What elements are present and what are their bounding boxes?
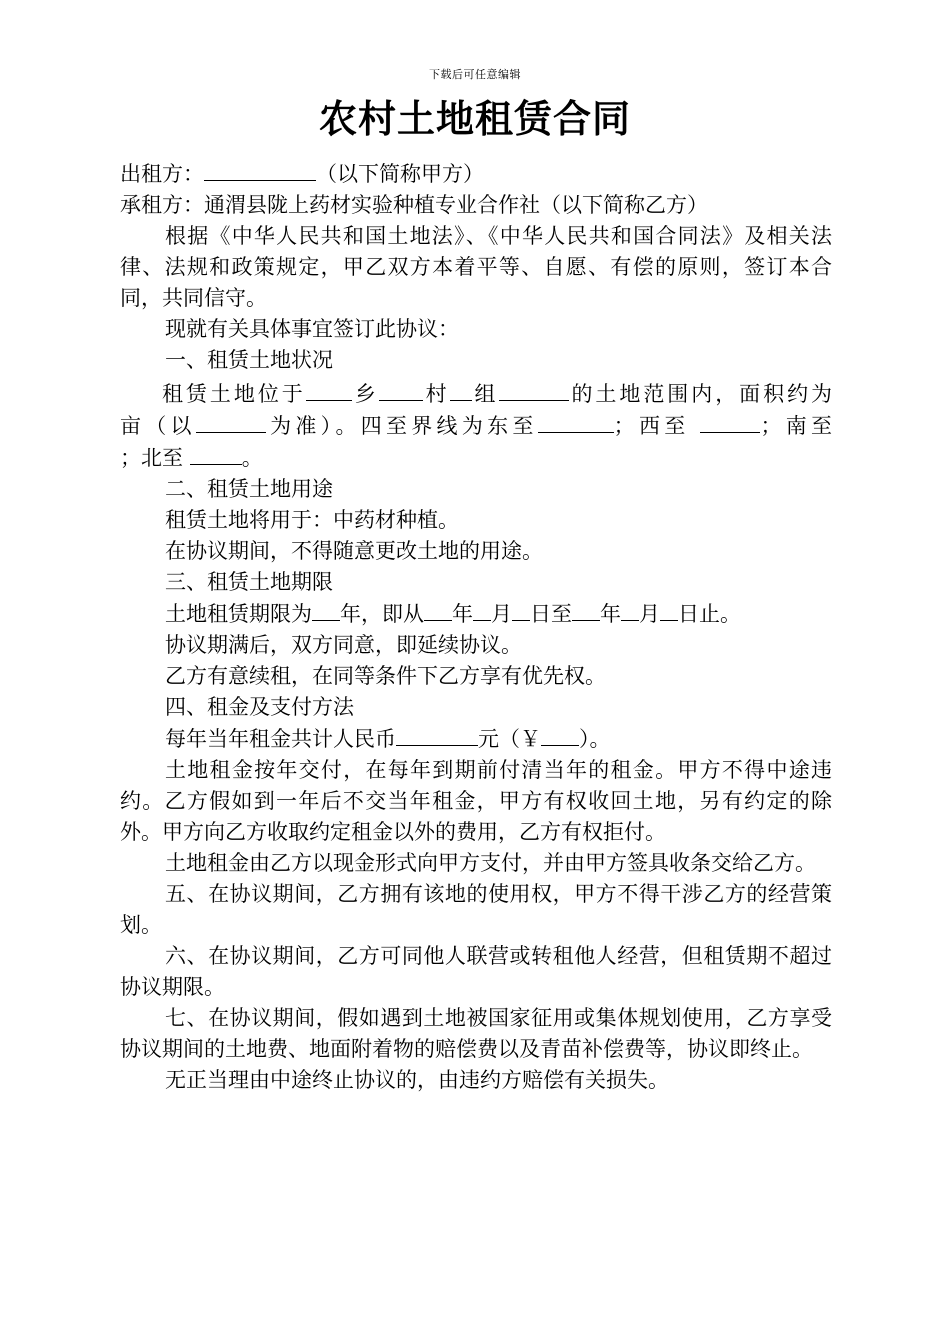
section-4-payment-method: 土地租金由乙方以现金形式向甲方支付，并由甲方签具收条交给乙方。 <box>165 851 816 875</box>
text: 年，即从 <box>340 602 424 626</box>
intro-line: 现就有关具体事宜签订此协议： <box>165 317 459 341</box>
lessor-suffix: （以下简称甲方） <box>316 162 484 186</box>
lessor-line <box>120 158 832 190</box>
range-blank <box>499 378 569 401</box>
text: 年 <box>600 602 621 626</box>
section-1-location <box>120 378 832 410</box>
text: 为准）。四至界线为东至 <box>265 414 538 438</box>
section-3-renewal: 协议期满后，双方同意，即延续协议。 <box>165 633 522 657</box>
village-blank <box>379 378 423 401</box>
text: 月 <box>491 602 512 626</box>
end-year-blank <box>572 598 600 621</box>
document-body <box>120 158 832 1096</box>
end-month-blank <box>621 598 639 621</box>
section-2-usage: 租赁土地将用于：中药材种植。 <box>165 508 459 532</box>
township-blank <box>306 378 352 401</box>
lessee-line: 承租方：通渭县陇上药材实验种植专业合作社（以下简称乙方） <box>120 193 708 217</box>
start-year-blank <box>424 598 452 621</box>
section-3-heading: 三、租赁土地期限 <box>165 570 333 594</box>
section-7: 七、在协议期间，假如遇到土地被国家征用或集体规划使用，乙方享受协议期间的土地费、地面附着物的赔偿费以及青苗补偿费等，协议即终止。 <box>120 1006 832 1061</box>
text: 元（￥ <box>478 727 541 751</box>
preamble: 根据《中华人民共和国土地法》、《中华人民共和国合同法》及相关法律、法规和政策规定，甲乙双方本着平等、自愿、有偿的原则，签订本合同，共同信守。 <box>120 224 832 310</box>
rent-figure-blank <box>541 723 579 746</box>
start-day-blank <box>512 598 530 621</box>
text: 月 <box>639 602 660 626</box>
east-blank <box>538 410 614 433</box>
section-4-amount <box>120 723 832 755</box>
lessor-blank <box>204 158 316 181</box>
lessor-label: 出租方： <box>120 162 204 186</box>
west-blank <box>700 410 760 433</box>
section-1-north <box>120 442 832 474</box>
section-1-heading: 一、租赁土地状况 <box>165 348 333 372</box>
basis-blank <box>196 410 266 433</box>
text: ；北至 <box>120 446 183 470</box>
term-years-blank <box>312 598 340 621</box>
section-2-restriction: 在协议期间，不得随意更改土地的用途。 <box>165 539 543 563</box>
start-month-blank <box>473 598 491 621</box>
text: 日止。 <box>678 602 741 626</box>
text: 每年当年租金共计人民币 <box>165 727 396 751</box>
text: 组 <box>471 382 499 406</box>
section-3-term <box>120 598 832 630</box>
section-3-priority: 乙方有意续租，在同等条件下乙方享有优先权。 <box>165 664 606 688</box>
header-note: 下载后可任意编辑 <box>429 68 521 81</box>
text: 村 <box>422 382 450 406</box>
text: 租赁土地位于 <box>162 382 306 406</box>
end-day-blank <box>660 598 678 621</box>
text: ）。 <box>579 727 611 751</box>
text: 亩（以 <box>120 414 196 438</box>
section-8: 无正当理由中途终止协议的，由违约方赔偿有关损失。 <box>165 1068 669 1092</box>
section-4-payment-terms: 土地租金按年交付，在每年到期前付清当年的租金。甲方不得中途违约。乙方假如到一年后不交当年租金，甲方有权收回土地，另有约定的除外。甲方向乙方收取约定租金以外的费用，乙方有权拒付。 <box>120 758 832 844</box>
document-title: 农村土地租赁合同 <box>318 97 631 141</box>
text: 乡 <box>351 382 379 406</box>
text: 日至 <box>530 602 572 626</box>
text: 的土地范围内，面积约为 <box>568 382 833 406</box>
section-1-boundaries <box>120 410 832 442</box>
text: ；西至 <box>613 414 690 438</box>
text: 土地租赁期限为 <box>165 602 312 626</box>
text: 年 <box>452 602 473 626</box>
section-4-heading: 四、租金及支付方法 <box>165 695 354 719</box>
section-2-heading: 二、租赁土地用途 <box>165 477 333 501</box>
north-blank <box>190 442 242 465</box>
section-6: 六、在协议期间，乙方可同他人联营或转租他人经营，但租赁期不超过协议期限。 <box>120 944 832 999</box>
section-5: 五、在协议期间，乙方拥有该地的使用权，甲方不得干涉乙方的经营策划。 <box>120 882 832 937</box>
group-blank <box>450 378 472 401</box>
text: 。 <box>241 446 263 470</box>
text: ；南至 <box>760 414 833 438</box>
rent-amount-blank <box>396 723 478 746</box>
